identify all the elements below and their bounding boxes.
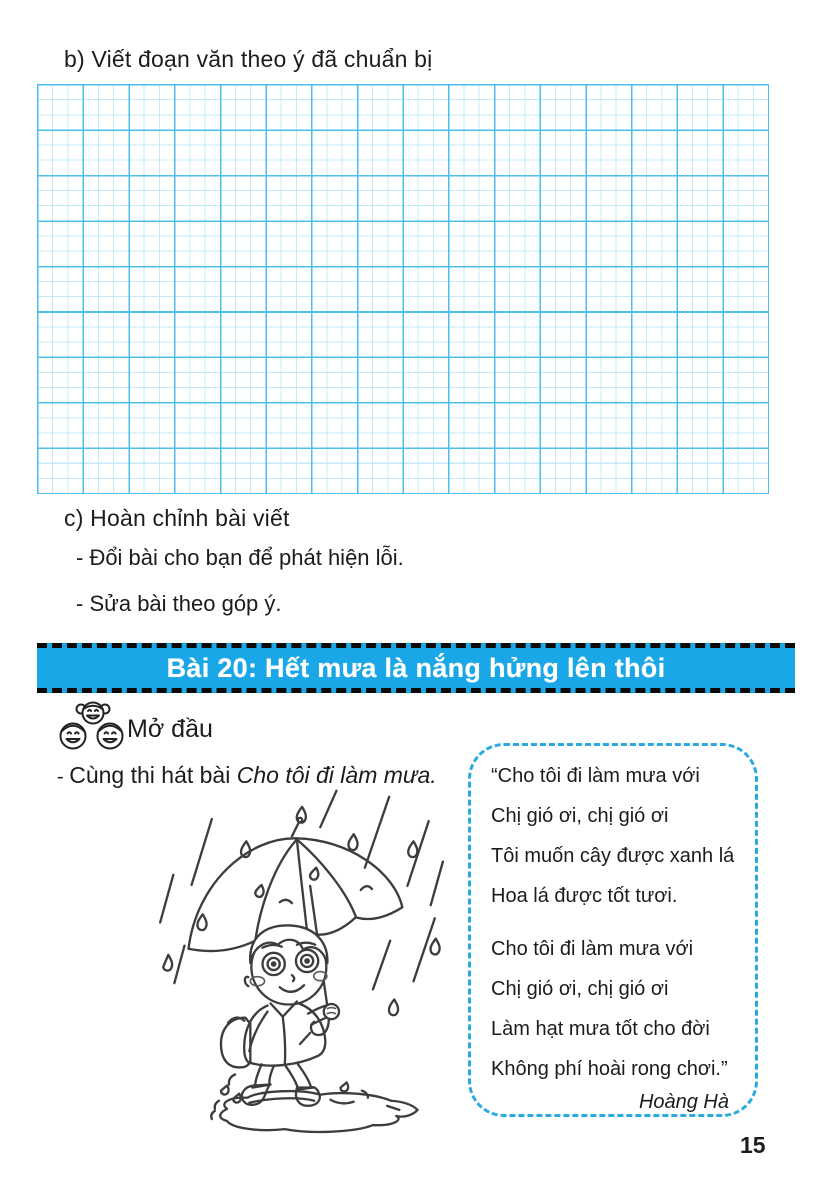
instruction-dash: -: [57, 766, 70, 788]
page-number: 15: [740, 1132, 766, 1158]
instruction-text: Cùng thi hát bài: [69, 762, 237, 788]
sing-instruction: [57, 762, 437, 789]
section-c-bullet-2: - Sửa bài theo góp ý.: [76, 591, 282, 616]
lesson-banner-title: Bài 20: Hết mưa là nắng hửng lên thôi: [166, 652, 666, 683]
section-c-heading: c) Hoàn chỉnh bài viết: [64, 505, 290, 531]
opening-section-label: Mở đầu: [127, 715, 213, 743]
lyric-line: Hoa lá được tốt tươi.: [491, 885, 678, 907]
song-title: Cho tôi đi làm mưa.: [236, 762, 437, 788]
lyrics-box: [468, 743, 758, 1117]
lesson-banner: [37, 643, 795, 693]
lyric-line: “Cho tôi đi làm mưa với: [491, 765, 700, 787]
section-b-heading: b) Viết đoạn văn theo ý đã chuẩn bị: [64, 46, 433, 72]
section-c-bullet-1: - Đổi bài cho bạn để phát hiện lỗi.: [76, 545, 404, 570]
lyric-line: Chị gió ơi, chị gió ơi: [491, 805, 669, 827]
lyrics-author: Hoàng Hà: [638, 1091, 729, 1113]
lyric-line: Không phí hoài rong chơi.”: [491, 1058, 728, 1080]
lyric-line: Cho tôi đi làm mưa với: [491, 938, 694, 960]
three-children-faces-icon: [56, 700, 130, 752]
lyric-line: Chị gió ơi, chị gió ơi: [491, 978, 669, 1000]
boy-in-rain-illustration: [148, 788, 452, 1144]
lyric-line: Tôi muốn cây được xanh lá: [491, 845, 735, 867]
writing-grid: [37, 84, 769, 494]
lyric-line: Làm hạt mưa tốt cho đời: [491, 1018, 710, 1040]
